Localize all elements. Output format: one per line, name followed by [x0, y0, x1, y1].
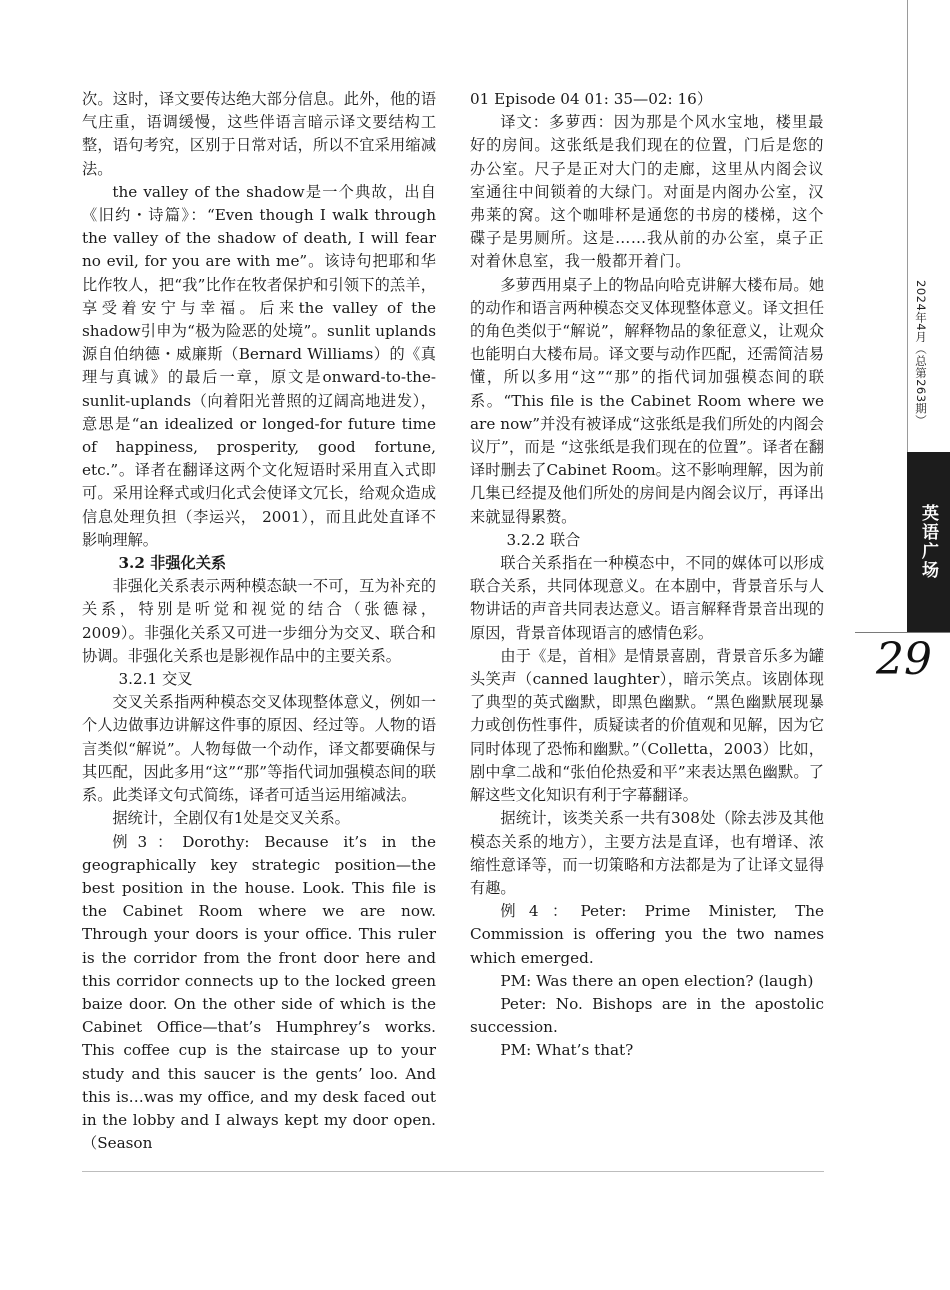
section-heading: 3.2 非强化关系 — [118, 554, 227, 573]
example-paragraph: 例4：Peter: Prime Minister, The Commission is offering you the two names which emerged. — [470, 902, 824, 967]
paragraph: 由于《是，首相》是情景喜剧，背景音乐多为罐头笑声（canned laughter），暗示笑点。该剧体现了典型的英式幽默，即黑色幽默。“黑色幽默展现暴力或创伤性事件，质疑读者的价值观和见解，因为它同时体现了恐怖和幽默。”（Colletta，2003）比如，剧中拿二战和“张伯伦热爱和平”来表达黑色幽默。了解这些文化知识有利于字幕翻译。 — [470, 646, 824, 805]
dialogue-line: PM: What’s that? — [500, 1041, 634, 1060]
example-paragraph: 例3：Dorothy: Because it’s in the geographically key strategic position—the best position in the house. Look. This file is the Cabinet Room where we are now. Through your doors is your office. This ruler is the corridor from the front door here and this corridor connects up to the locked green baize door. On the other side of which is the Cabinet Office—that’s Humphrey’s works. This coffee cup is the staircase up to your study and this saucer is the gents’ loo. And this is…was my office, and my desk faced out in the lobby and I always kept my door open.（Season — [82, 832, 436, 1153]
dialogue-line: PM: Was there an open election? (laugh) — [500, 971, 814, 990]
paragraph: 非强化关系表示两种模态缺一不可，互为补充的关系，特别是听觉和视觉的结合（张德禄， 2009）。非强化关系又可进一步细分为交叉、联合和协调。非强化关系也是影视作品中的主要关系。 — [82, 577, 436, 665]
paragraph: 01 Episode 04 01: 35—02: 16） — [470, 90, 713, 108]
section-label: 英语广场 — [918, 504, 938, 580]
translation-paragraph: 译文：多萝西：因为那是个风水宝地，楼里最好的房间。这张纸是我们现在的位置，门后是您的办公室。尺子是正对大门的走廊，这里从内阁会议室通往中间锁着的大绿门。对面是内阁办公室，汉弗莱的窝。这个咖啡杯是通您的书房的楼梯，这个碟子是男厕所。这是……我从前的办公室，桌子正对着休息室，我一般都开着门。 — [470, 113, 824, 271]
paragraph: 交叉关系指两种模态交叉体现整体意义，例如一个人边做事边讲解这件事的原因、经过等。人物的语言类似“解说”。人物每做一个动作，译文都要确保与其匹配，因此多用“这”“那”等指代词加强模态间的联系。此类译文句式简练，译者可适当运用缩减法。 — [82, 693, 436, 805]
section-tab — [907, 452, 950, 632]
right-column — [470, 88, 824, 1063]
paragraph: 次。这时，译文要传达绝大部分信息。此外，他的语气庄重，语调缓慢，这些伴语言暗示译文要结构工整，语句考究，区别于日常对话，所以不宜采用缩减法。 — [82, 90, 436, 178]
paragraph: 联合关系指在一种模态中，不同的媒体可以形成联合关系，共同体现意义。在本剧中，背景音乐与人物讲话的声音共同表达意义。语言解释背景音出现的原因，背景音体现语言的感情色彩。 — [470, 554, 824, 642]
subsection-heading: 3.2.1 交叉 — [118, 670, 193, 689]
footer-rule — [82, 1171, 824, 1172]
paragraph: 据统计，该类关系一共有308处（除去涉及其他模态关系的地方），主要方法是直译，也有增译、浓缩性意译等，而一切策略和方法都是为了让译文显得有趣。 — [470, 809, 824, 897]
dialogue-line: Peter: No. Bishops are in the apostolic succession. — [470, 994, 824, 1037]
paragraph: 据统计，全剧仅有1处是交叉关系。 — [112, 809, 350, 828]
paragraph: the valley of the shadow是一个典故，出自《旧约・诗篇》：“Even though I walk through the valley of the shadow of death, I will fear no evil, for you are with me”。该诗句把耶和华比作牧人，把“我”比作在牧者保护和引领下的羔羊，享受着安宁与幸福。后来the valley of the shadow引申为“极为险恶的处境”。sunlit uplands源自伯纳德・威廉斯（Bernard Williams）的《真理与真诚》的最后一章，原文是onward-to-the-sunlit-uplands（向着阳光普照的辽阔高地进发），意思是“an idealized or longed-for future time of happiness, prosperity, good fortune, etc.”。译者在翻译这两个文化短语时采用直入式即可。采用诠释式或归化式会使译文冗长，给观众造成信息处理负担（李运兴， 2001），而且此处直译不影响理解。 — [82, 182, 436, 549]
paragraph: 多萝西用桌子上的物品向哈克讲解大楼布局。她的动作和语言两种模态交叉体现整体意义。译文担任的角色类似于“解说”，解释物品的象征意义，让观众也能明白大楼布局。译文要与动作匹配，还需简洁易懂，所以多用“这”“那”的指代词加强模态间的联系。“This file is the Cabinet Room where we are now”并没有被译成“这张纸是我们所处的内阁会议厅”，而是 “这张纸是我们现在的位置”。译者在翻译时删去了Cabinet Room。这不影响理解，因为前几集已经提及他们所处的房间是内阁会议厅，再译出来就显得累赘。 — [470, 275, 824, 526]
page-number: 29 — [876, 634, 932, 685]
issue-date: 2024年4月（总第263期） — [914, 280, 928, 427]
left-column — [82, 88, 436, 1155]
subsection-heading: 3.2.2 联合 — [506, 530, 581, 549]
